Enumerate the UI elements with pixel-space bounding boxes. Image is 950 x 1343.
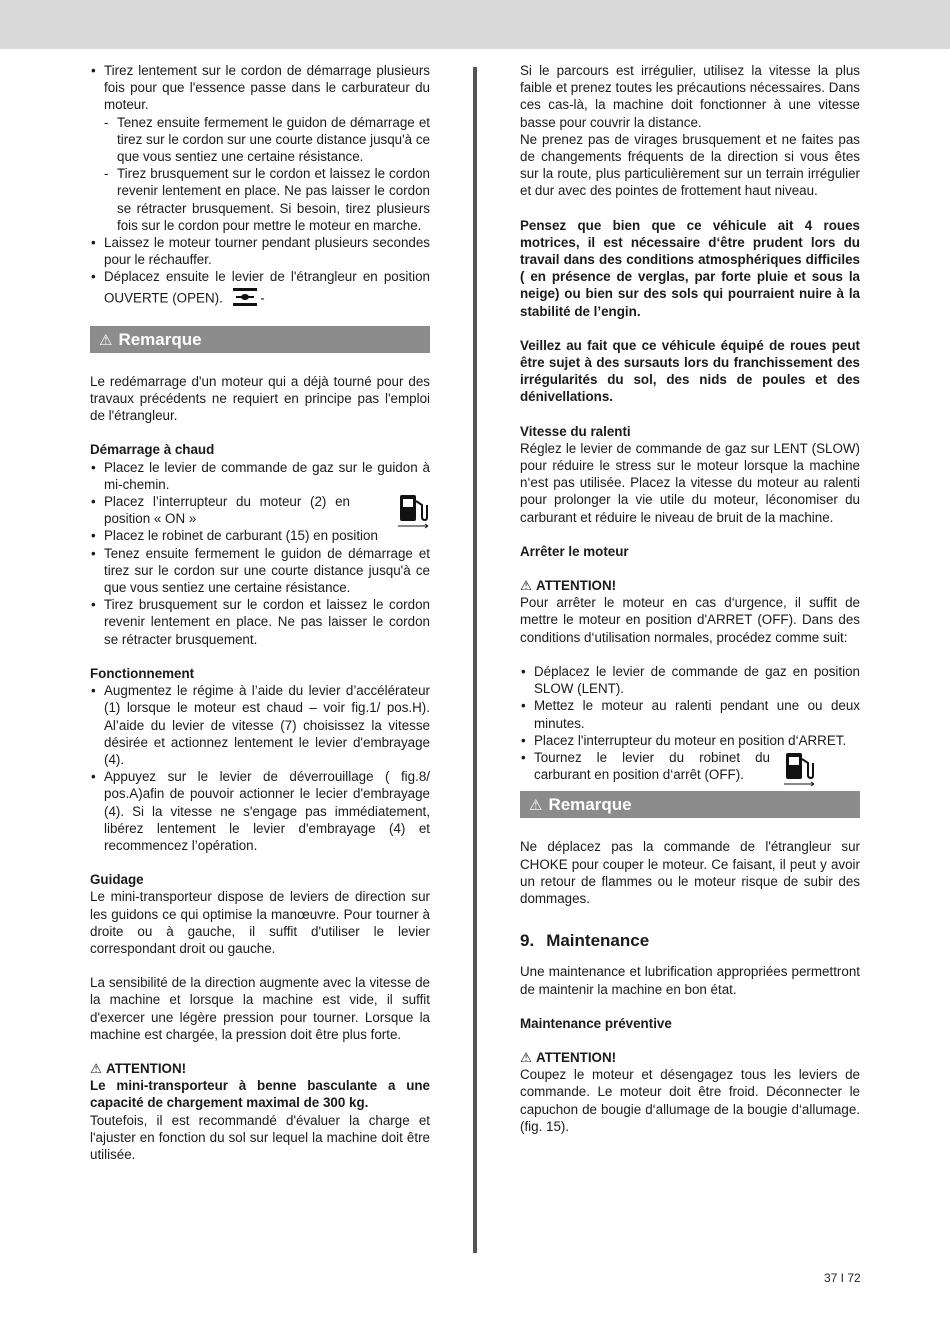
attention-label [90,1060,430,1077]
left-column [90,62,430,1163]
list-item-text: Tirez lentement sur le cordon de démarrage plusieurs fois pour que l'essence passe dans le carburateur du moteur. [104,63,430,113]
paragraph: Le mini-transporteur dispose de leviers de direction sur les guidons ce qui optimise la manœuvre. Pour tourner à droite ou à gauche, il suffit d'utiliser le levier correspondant droit ou gauche. [90,889,430,956]
start-steps-list [90,62,430,312]
list-item: • Placez le robinet de carburant (15) en position [90,527,430,544]
header-band [0,0,950,49]
choke-open-icon [233,286,257,312]
list-item: • Appuyez sur le levier de déverrouillage ( fig.8/ pos.A)afin de pouvoir actionner le lecier d'embrayage (4). Si la vitesse ne s'engage pas immédiatement, libérez lentement le levier d'embrayage (4) et recommencez l’opération. [90,768,430,854]
attention-text: Coupez le moteur et désengagez tous les leviers de commande. Le moteur doit être froid. Déconnecter le capuchon de bougie d‘allumage de la bougie d‘allumage. (fig. 15). [520,1067,860,1134]
attention-text: Toutefois, il est recommandé d'évaluer la charge et l'ajuster en fonction du sol sur lequel la machine doit être utilisée. [90,1112,430,1162]
operation-list [90,682,430,854]
section-heading: Fonctionnement [90,665,195,681]
remark-title: Remarque [118,329,202,349]
section-heading: Démarrage à chaud [90,442,215,458]
list-item [90,268,430,311]
list-item: - Tirez brusquement sur le cordon et laissez le cordon revenir lentement en place. Ne pas laisser le cordon se rétracter brusquement. Si besoin, tirez plusieurs fois sur le cordon pour mettre le moteur en marche. [90,165,430,234]
list-item: • Mettez le moteur au ralenti pendant une ou deux minutes. [520,697,860,731]
list-item: • Tenez ensuite fermement le guidon de démarrage et tirez sur le cordon sur une courte distance jusqu'à ce que vous sentiez une certaine résistance. [90,545,430,597]
attention-label-text: ATTENTION! [536,578,617,594]
stop-steps-list [520,663,860,783]
column-divider [473,67,477,1253]
list-item [90,62,430,234]
remark-title: Remarque [548,795,632,815]
section-title [520,932,860,949]
attention-label-text: ATTENTION! [536,1049,617,1065]
list-item: • Tournez le levier du robinet du carburant en position d‘arrêt (OFF). [520,749,860,783]
remark-text: Le redémarrage d'un moteur qui a déjà tourné pour des travaux précédents ne requiert en principe pas l'emploi de l'étrangleur. [90,373,430,424]
attention-label [520,577,860,594]
right-column [520,62,860,1135]
section-heading: Maintenance préventive [520,1015,672,1031]
list-item-text: Déplacez ensuite le levier de l'étrangleur en position OUVERTE (OPEN). [104,269,430,306]
list-item: • Déplacez le levier de commande de gaz en position SLOW (LENT). [520,663,860,697]
section-number: 9. [520,931,535,951]
paragraph: Ne prenez pas de virages brusquement et ne faites pas de changements fréquents de la direction si vous êtes sur la route, plus particulièrement sur un terrain irrégulier et dur avec des pointes de frottement haut niveau. [520,131,860,199]
list-item: - Tenez ensuite fermement le guidon de démarrage et tirez sur le cordon sur une courte distance jusqu'à ce que vous sentiez une certaine résistance. [90,114,430,166]
bold-paragraph: Veillez au fait que ce véhicule équipé de roues peut être sujet à des sursauts lors du franchissement des irrégularités du sol, des nids de poules et des dénivellations. [520,337,860,405]
remark-text: Ne déplacez pas la commande de l'étrangleur sur CHOKE pour couper le moteur. Ce faisant, il peut y avoir un retour de flammes ou le moteur risque de subir des dommages. [520,839,860,906]
warning-triangle-icon: ⚠ [520,1049,533,1065]
list-item-tail: - [260,290,265,306]
remark-banner [520,791,860,818]
list-item: • Placez le levier de commande de gaz sur le guidon à mi-chemin. [90,459,430,493]
list-item: • Tirez brusquement sur le cordon et laissez le cordon revenir lentement en place. Ne pas laisser le cordon se rétracter brusquement. [90,596,430,648]
warm-start-list [90,459,430,648]
warning-triangle-icon: ⚠ [99,331,113,349]
warning-triangle-icon: ⚠ [520,578,533,594]
sub-steps-list [90,114,430,234]
remark-banner [90,326,430,353]
list-item: • Placez l'interrupteur du moteur en position d‘ARRET. [520,732,860,749]
attention-bold-text: Le mini-transporteur à benne basculante a une capacité de chargement maximal de 300 kg. [90,1078,430,1111]
list-item: • Placez l’interrupteur du moteur (2) en position « ON » [90,493,430,527]
section-heading: Vitesse du ralenti [520,423,631,439]
section-heading: Arrêter le moteur [520,543,629,559]
section-heading: Guidage [90,872,144,888]
paragraph: Si le parcours est irrégulier, utilisez la vitesse la plus faible et prenez toutes les précautions nécessaires. Dans ces cas-là, la machine doit fonctionner à une vitesse basse pour couvrir la distance. [520,63,860,130]
paragraph: Une maintenance et lubrification appropriées permettront de maintenir la machine en bon état. [520,964,860,997]
warning-triangle-icon: ⚠ [90,1060,103,1076]
attention-label-text: ATTENTION! [106,1060,187,1076]
attention-label [520,1049,860,1066]
page-number: 37 I 72 [824,1271,861,1285]
list-item: • Augmentez le régime à l’aide du levier d’accélérateur (1) lorsque le moteur est chaud – voir fig.1/ pos.H). Al’aide du levier de vitesse (7) choisissez la vitesse désirée et actionnez lentement le levier d'embrayage (4). [90,682,430,768]
attention-text: Pour arrêter le moteur en cas d‘urgence, il suffit de mettre le moteur en position d'ARRET (OFF). Dans des conditions d‘utilisation normales, procédez comme suit: [520,595,860,645]
bold-paragraph: Pensez que bien que ce véhicule ait 4 roues motrices, il est nécessaire d‘être prudent lors du travail dans des conditions atmosphériques difficiles ( en présence de verglas, par forte pluie et sous la neige) ou bien sur des sols qui pourraient nuire à la stabilité de l’engin. [520,217,860,319]
paragraph: La sensibilité de la direction augmente avec la vitesse de la machine et lorsque la machine est vide, il suffit d'exercer une légère pression pour tourner. Lorsque la machine est chargée, la pression doit être plus forte. [90,975,430,1042]
warm-start-block [90,459,430,648]
section-title-text: Maintenance [546,931,650,951]
list-item: • Laissez le moteur tourner pendant plusieurs secondes pour le réchauffer. [90,234,430,268]
paragraph: Réglez le levier de commande de gaz sur LENT (SLOW) pour réduire le stress sur le moteur lorsque la machine n‘est pas utilisée. Placez la vitesse du moteur au ralenti pour prolonger la vie utile du moteur, léconomiser du carburant et réduire le niveau de bruit de la machine. [520,440,860,525]
stop-steps-block [520,663,860,783]
warning-triangle-icon: ⚠ [529,797,543,815]
